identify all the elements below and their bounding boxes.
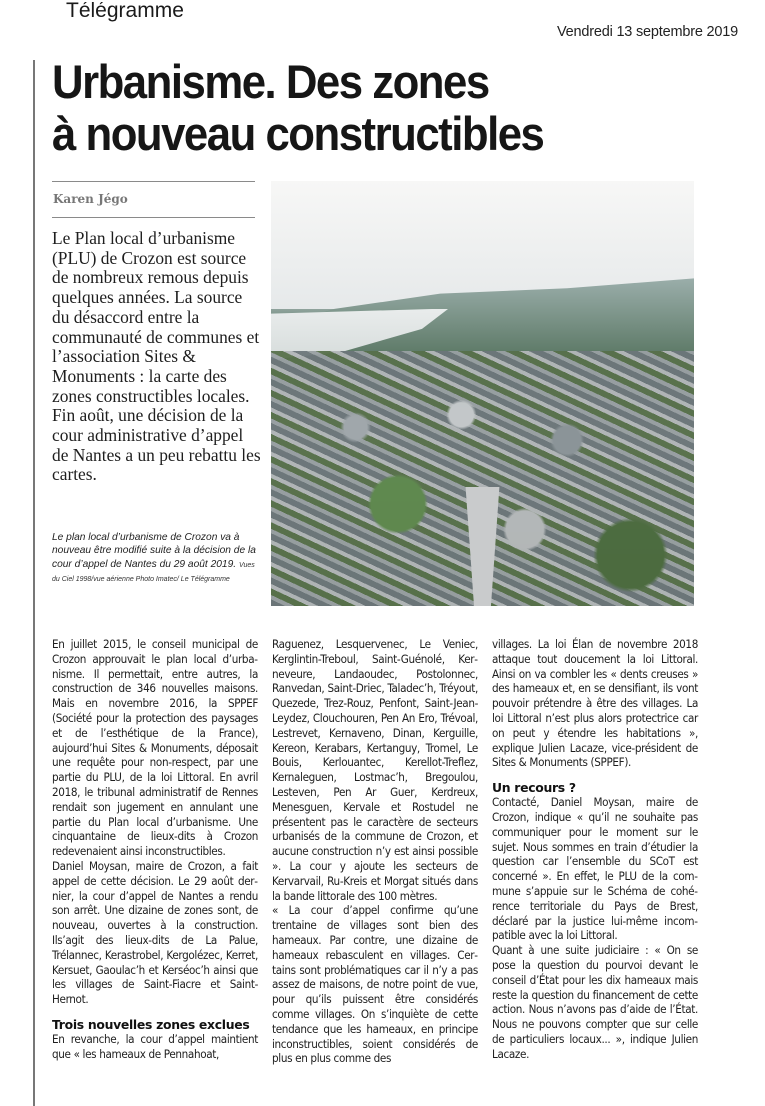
body-paragraph: En revanche, la cour d’appel maintient que « les hameaux de Pennahoat, (52, 1031, 258, 1061)
body-paragraph: villages. La loi Élan de novembre 2018 attaque tout doucement la loi Littoral. Ainsi on va combler les « dents creuses » des hameaux et, en se densifiant, ils vont pouvoir prétendre à être des villages. La loi Littoral n’est plus alors protectrice car on peut y étendre les habitations », explique Julien Lacaze, vice-président de Sites & Monuments (SPPEF). (492, 637, 698, 770)
body-paragraph: Daniel Moysan, maire de Crozon, a fait appel de cette décision. Le 29 août dernier, la cour d’appel de Nantes a rendu son arrêt. Une dizaine de zones sont, de nouveau, ouvertes à la construction. Ils’agit des lieux-dits de La Palue, Trélannec, Kerastrobel, Kergolézec, Kerret, Kersuet, Gaoulac’h et Kerséoc’h ainsi que les villages de Saint-Fiacre et Saint-Hernot. (52, 858, 258, 1007)
article-headline (52, 56, 694, 160)
subheading: Un recours ? (492, 780, 576, 796)
photo-caption (52, 531, 264, 586)
byline (52, 181, 255, 218)
body-paragraph: Raguenez, Lesquervenec, Le Veniec, Kerglintin-Treboul, Saint-Guénolé, Kerneveure, Landaoudec, Postolonnec, Ranvedan, Saint-Driec, Taladec’h, Tréyout, Quezede, Trez-Rouz, Penfont, Saint-Jean-Leydez, Clouchouren, Pen An Ero, Trévoal, Lestrevet, Kernaveno, Dinan, Kerguille, Kereon, Kerabars, Kertanguy, Tromel, Le Bouis, Kerlouantec, Kerellot-Treflez, Kernaleguen, Lostmac’h, Bregoulou, Lesteven, Pen Ar Guer, Kerdreux, Menesguen, Kervale et Rostudel ne présentent pas le caractère de secteurs urbanisés de la commune de Crozon, et aucune construction n’y est ainsi possible ». La cour y ajoute les secteurs de Kervarvail, Ru-Kreis et Morgat situés dans la bande littorale des 100 mètres. (272, 637, 478, 903)
article-lede: Le Plan local d’urbanisme (PLU) de Crozon est source de nombreux remous depuis quelques années. La source du désaccord entre la communauté de communes et l’association Sites & Monuments : la carte des zones constructibles locales. Fin août, une décision de la cour administrative d’appel de Nantes a un peu rebattu les cartes. (52, 228, 261, 485)
body-paragraph: En juillet 2015, le conseil municipal de Crozon approuvait le plan local d’urbanisme. Il permettait, entre autres, la construction de 346 nouvelles maisons. Mais en novembre 2016, la SPPEF (Société pour la protection des paysages et de l’esthétique de la France), aujourd’hui Sites & Monuments, déposait une requête pour non-respect, par une partie du PLU, de la loi Littoral. En avril 2018, le tribunal administratif de Rennes rendait son jugement en annulant une partie du Plan local d’urbanisme. Une cinquantaine de lieux-dits à Crozon redevenaient ainsi inconstructibles. (52, 637, 258, 859)
body-paragraph: Quant à une suite judiciaire : « On se pose la question du pourvoi devant le conseil d’État pour les dix hameaux mais reste la question du financement de cette action. Nous n’avons pas d’aide de l’État. Nous ne pouvons compter que sur celle de particuliers locaux... », indique Julien Lacaze. (492, 943, 698, 1061)
masthead (66, 2, 184, 24)
caption-text: Le plan local d’urbanisme de Crozon va à nouveau être modifié suite à la décision de la cour d’appel de Nantes du 29 août 2019. (52, 532, 256, 570)
column-rule (33, 60, 35, 1106)
publication-date: Vendredi 13 septembre 2019 (556, 24, 738, 40)
headline-line-2: à nouveau constructibles (52, 107, 544, 160)
body-column-1 (52, 637, 258, 1062)
headline-line-1: Urbanisme. Des zones (52, 55, 489, 108)
photo-credit: Vues du Ciel 1998/vue aérienne Photo Imatec/ Le Télégramme (52, 561, 255, 583)
body-column-3 (492, 637, 698, 1062)
author-name: Karen Jégo (53, 192, 128, 206)
body-paragraph: Contacté, Daniel Moysan, maire de Crozon, indique « qu’il ne souhaite pas communiquer pour le moment sur le sujet. Nous sommes en train d’étudier la question car l’ensemble du SCoT est concerné ». En effet, le PLU de la commune s’appuie sur le Schéma de cohérence territoriale du Pays de Brest, déclaré par la justice lui-même incompatible avec la loi Littoral. (492, 795, 698, 943)
masthead-title: Télégramme (66, 2, 184, 22)
subheading: Trois nouvelles zones exclues (52, 1016, 250, 1032)
body-paragraph: « La cour d’appel confirme qu’une trentaine de villages sont bien des hameaux. Par contre, une dizaine de hameaux rebasculent en villages. Certains sont problématiques car il n’y a pas assez de maisons, de notre point de vue, pour qu’ils puissent être considérés comme villages. On s’inquiète de cette tendance que les hameaux, en principe inconstructibles, soient considérés de plus en plus comme des (272, 903, 478, 1066)
aerial-photo (271, 181, 694, 606)
body-column-2 (272, 637, 478, 1066)
